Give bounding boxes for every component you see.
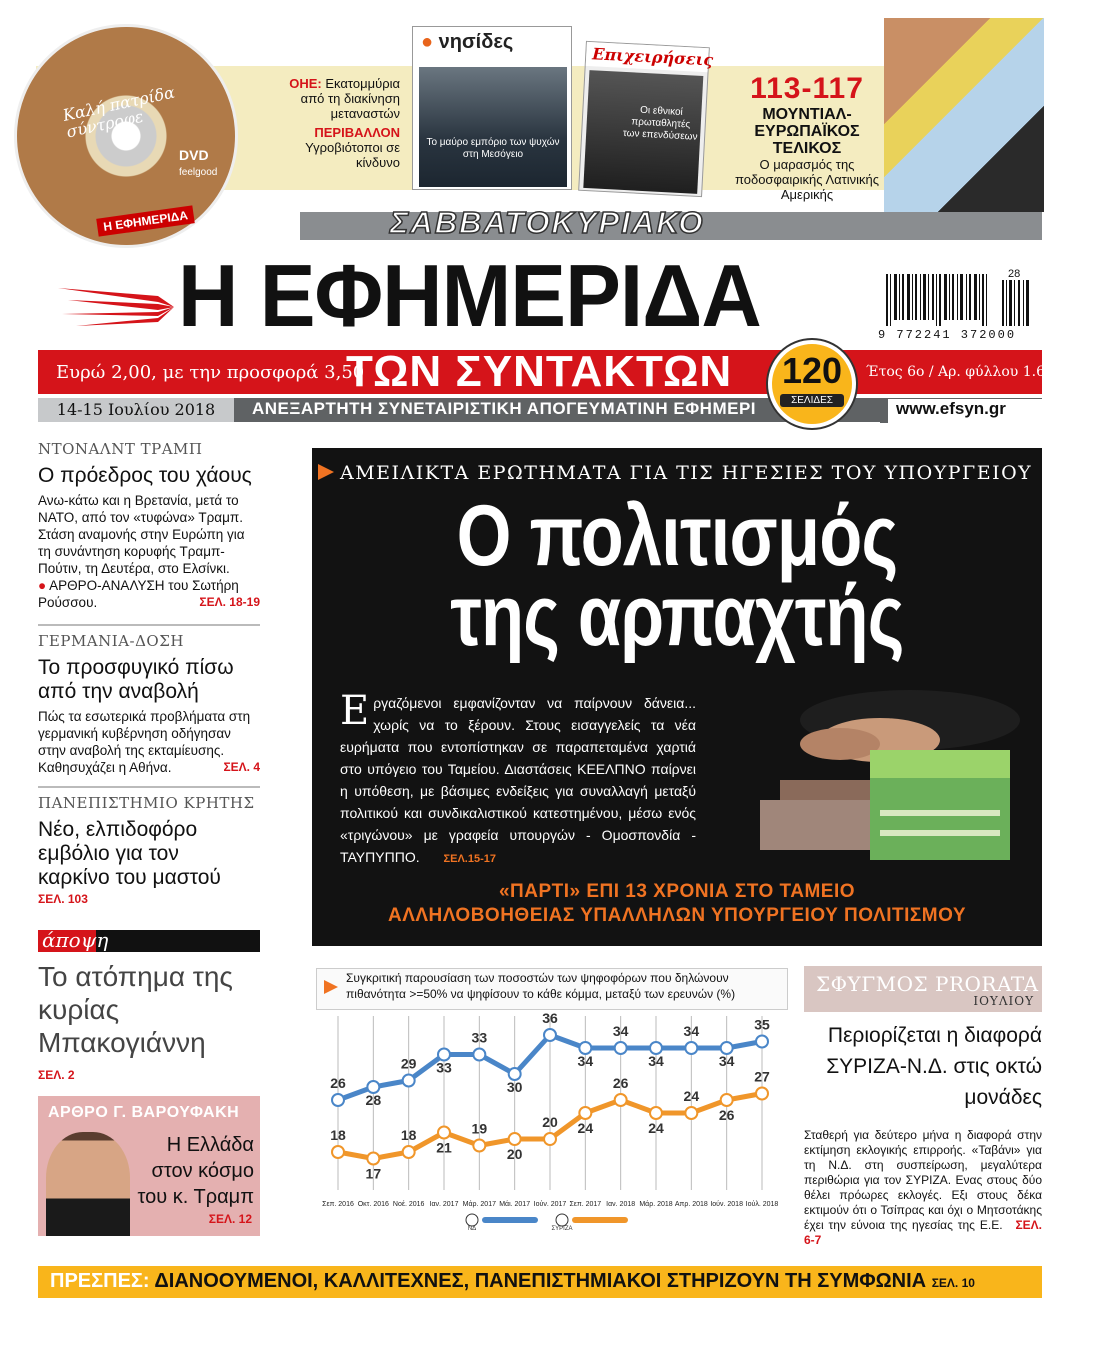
bottom-headline: ΔΙΑΝΟΟΥΜΕΝΟΙ, ΚΑΛΛΙΤΕΧΝΕΣ, ΠΑΝΕΠΙΣΤΗΜΙΑΚΟΙ ΣΤΗΡΙΖΟΥΝ ΤΗ ΣΥΜΦΩΝΙΑ (154, 1270, 927, 1292)
story-kicker: ΝΤΟΝΑΛΝΤ ΤΡΑΜΠ (38, 440, 203, 458)
lead-body-text: ργαζόμενοι εμφανίζονταν να παίρνουν δάνεια... χωρίς να το ξέρουν. Στους εισαγγελείς τα νέα ευρήματα που εντοπίστηκαν σε παραπεταμένα χαρτιά στο υπόγειο του Ταμείου. Διαστάσεις ΚΕΕΛΠΝΟ παίρνει η υπόθεση, με βάσιμες ενδείξεις για συναλλαγή μεταξύ πολιτικού και συνδικαλιστικού κατεστημένου, μέσω ενός «τριγώνου» με γραφεία υπουργών - Ομοσπονδία - ΤΑΥΠΥΠΠΟ. (340, 695, 696, 865)
teaser-text-un: Εκατομμύρια από τη διακίνηση μεταναστών (300, 76, 400, 121)
data-label: 24 (683, 1088, 700, 1104)
pages-label: ΣΕΛΙΔΕΣ (780, 394, 844, 407)
data-point (438, 1127, 450, 1139)
lead-dropcap: Ε (340, 688, 370, 734)
magazine-nisides-name: ● νησίδες (421, 31, 514, 53)
opinion-headline-text: Το ατόπημα της κυρίας Μπακογιάννη (38, 961, 233, 1058)
data-point (650, 1107, 662, 1119)
x-tick-label: Ιούλ. 2018 (745, 1201, 779, 1208)
lead-body (340, 688, 696, 870)
teaser-news[interactable] (272, 76, 400, 170)
prorata-month: ΙΟΥΛΙΟΥ (973, 994, 1034, 1008)
legend-party-logo-icon (556, 1214, 568, 1226)
prorata-body-text: Σταθερή για δεύτερο μήνα η διαφορά στην εκτίμηση εκλογικής επιρροής. «Ταβάνι» για τη Ν.Δ. στη συσπείρωση, μεγαλύτερα περιθώρια για τον ΣΥΡΙΖΑ. Ενας στους δύο θέλει πρόωρες εκλογές. Εξι στους δέκα εκτιμούν ότι ο Τσίπρας και όχι ο Μητσοτάκης έχει την εύνοια της ηγεσίας της Ε.Ε. (804, 1128, 1042, 1232)
story-ref: ΣΕΛ. 18-19 (199, 595, 260, 609)
teaser-text-env: Υγροβιότοποι σε κίνδυνο (305, 140, 400, 170)
data-label: 19 (471, 1120, 488, 1137)
teaser-sports[interactable] (722, 72, 892, 202)
x-tick-label: Ιαν. 2017 (429, 1201, 459, 1208)
data-point (544, 1029, 556, 1041)
football-players-photo (884, 18, 1044, 212)
pages-count: 120 (781, 350, 843, 391)
data-point (473, 1140, 485, 1152)
data-label: 26 (612, 1075, 629, 1091)
divider (38, 624, 260, 626)
x-tick-label: Οκτ. 2016 (357, 1201, 389, 1208)
dvd-disc[interactable] (14, 24, 238, 248)
data-label: 30 (506, 1079, 523, 1095)
story-kicker: ΓΕΡΜΑΝΙΑ-ΔΟΣΗ (38, 632, 184, 650)
x-tick-label: Νοέ. 2016 (392, 1201, 425, 1208)
magazine-nisides-caption: Το μαύρο εμπόριο των ψυχών στη Μεσόγειο (426, 137, 560, 160)
divider (38, 786, 260, 788)
sports-pages: 113-117 (750, 72, 864, 105)
data-point (403, 1075, 415, 1087)
data-point (544, 1133, 556, 1145)
data-label: 18 (400, 1127, 417, 1143)
article-ref: ΣΕΛ. 12 (208, 1212, 252, 1226)
x-tick-label: Σεπ. 2016 (322, 1201, 354, 1208)
issue-number: Έτος 6ο / Αρ. φύλλου 1.663 (866, 364, 1063, 380)
story-body: Ανω-κάτω και η Βρετανία, μετά το ΝΑΤΟ, από τον «τυφώνα» Τραμπ. Στάση αναμονής στην Ευρώπη για τη συνάντηση κορυφής Τραμπ-Πούτιν, τη Δευτέρα, στο Ελσίνκι. (38, 493, 245, 576)
money-stacks-image (720, 680, 1020, 880)
data-point (509, 1133, 521, 1145)
legend-swatch (572, 1217, 628, 1223)
pen-nibs-logo-icon (58, 282, 174, 332)
teaser-kicker-un: ΟΗΕ: (289, 76, 322, 91)
story-ref: ΣΕΛ. 4 (223, 760, 260, 774)
sports-title: ΜΟΥΝΤΙΑΛ- ΕΥΡΩΠΑΪΚΟΣ ΤΕΛΙΚΟΣ (754, 106, 860, 157)
story-germany[interactable] (38, 632, 260, 774)
lead-subheadline-line1: «ΠΑΡΤΙ» ΕΠΙ 13 ΧΡΟΝΙΑ ΣΤΟ ΤΑΜΕΙΟ (498, 881, 856, 902)
legend-party-logo-icon (466, 1214, 478, 1226)
x-tick-label: Μάι. 2017 (499, 1201, 531, 1208)
pages-badge (768, 340, 856, 428)
story-headline: Το προσφυγικό πίσω από την αναβολή (38, 656, 234, 703)
story-crete[interactable] (38, 794, 260, 906)
sports-text: Ο μαρασμός της ποδοσφαιρικής Λατινικής Αμερικής (734, 157, 880, 202)
prorata-label: ΣΦΥΓΜΟΣ PRORATA (816, 972, 1039, 996)
data-label: 29 (400, 1055, 417, 1072)
x-tick-label: Μάρ. 2017 (462, 1201, 496, 1208)
x-tick-label: Ιούν. 2018 (710, 1201, 743, 1208)
article-kicker: ΑΡΘΡΟ Γ. ΒΑΡΟΥΦΑΚΗ (48, 1104, 240, 1121)
prorata-headline[interactable]: Περιορίζεται η διαφορά ΣΥΡΙΖΑ-Ν.Δ. στις οκτώ μονάδες (826, 1024, 1042, 1109)
dvd-title: Καλή πατρίδα σύντροφε (61, 82, 177, 142)
story-note: ● ΑΡΘΡΟ-ΑΝΑΛΥΣΗ του Σωτήρη Ρούσσου. ΣΕΛ. 18-19 (38, 578, 260, 610)
data-point (579, 1107, 591, 1119)
lead-kicker: ΑΜΕΙΛΙΚΤΑ ΕΡΩΤΗΜΑΤΑ ΓΙΑ ΤΙΣ ΗΓΕΣΙΕΣ ΤΟΥ ΥΠΟΥΡΓΕΙΟΥ (340, 462, 1033, 484)
story-ref: ΣΕΛ. 103 (38, 892, 88, 906)
data-label: 35 (754, 1016, 770, 1033)
data-label: 20 (542, 1114, 558, 1130)
data-point (332, 1146, 344, 1158)
lead-subheadline-line2: ΑΛΛΗΛΟΒΟΗΘΕΙΑΣ ΥΠΑΛΛΗΛΩΝ ΥΠΟΥΡΓΕΙΟΥ ΠΟΛΙΤΙΣΜΟΥ (387, 905, 967, 926)
data-label: 34 (577, 1053, 594, 1069)
magazine-epixeiriseis-caption: Οι εθνικοί πρωταθλητές των επενδύσεων (622, 104, 698, 143)
bottom-label: ΠΡΕΣΠΕΣ: (50, 1270, 150, 1292)
data-point (685, 1042, 697, 1054)
x-tick-label: Μάρ. 2018 (639, 1201, 673, 1208)
barcode-bars-icon (878, 274, 1038, 326)
lead-subheadline (312, 880, 1042, 928)
weekend-label: ΣΑΒΒΑΤΟΚΥΡΙΑΚΟ (390, 205, 705, 240)
data-label: 24 (577, 1120, 594, 1136)
data-label: 33 (471, 1029, 488, 1046)
legend-label: ΝΔ (467, 1226, 477, 1232)
triangle-bullet-icon (318, 464, 334, 480)
chart-title: Συγκριτική παρουσίαση των ποσοστών των ψηφοφόρων που δηλώνουν πιθανότητα >=50% να ψηφίσουν το κάθε κόμμα, μεταξύ των ερευνών (%) (346, 971, 736, 1001)
story-headline: Ο πρόεδρος του χάους (38, 464, 252, 487)
data-point (473, 1049, 485, 1061)
magazine-nisides-image (419, 67, 567, 187)
data-point (721, 1094, 733, 1106)
masthead-title: Η ΕΦΗΜΕΡΙΔΑ (178, 246, 761, 345)
barcode-number: 9 772241 372000 (878, 328, 1017, 342)
dvd-brand: feelgood (179, 167, 218, 178)
data-point (756, 1088, 768, 1100)
lead-headline-line1: Ο πολιτισμός (456, 488, 898, 584)
x-tick-label: Απρ. 2018 (674, 1201, 708, 1208)
data-label: 34 (648, 1053, 664, 1069)
data-label: 33 (436, 1059, 452, 1076)
tagline: ΑΝΕΞΑΡΤΗΤΗ ΣΥΝΕΤΑΙΡΙΣΤΙΚΗ ΑΠΟΓΕΥΜΑΤΙΝΗ ΕΦΗΜΕΡΙ (252, 399, 757, 418)
barcode (878, 268, 1038, 346)
data-point (615, 1094, 627, 1106)
data-label: 34 (718, 1053, 735, 1069)
data-point (367, 1153, 379, 1165)
data-label: 17 (365, 1165, 382, 1182)
varoufakis-article[interactable] (38, 1096, 260, 1236)
data-label: 24 (648, 1120, 664, 1136)
story-body: Πώς τα εσωτερικά προβλήματα στη γερμανική κυβέρνηση οδήγησαν στην αναβολή της εκταμίευσης. Καθησυχάζει η Αθήνα. (38, 709, 251, 775)
website-link[interactable]: www.efsyn.gr (880, 399, 1042, 423)
barcode-issue: 28 (1008, 268, 1021, 280)
x-tick-label: Ιούν. 2017 (533, 1201, 567, 1208)
story-headline: Νέο, ελπιδοφόρο εμβόλιο για τον καρκίνο του μαστού (38, 818, 221, 889)
poll-line-chart (312, 1010, 792, 1232)
bottom-banner-text (50, 1270, 975, 1293)
dvd-format: DVD (179, 147, 209, 163)
teaser-kicker-env: ΠΕΡΙΒΑΛΛΟΝ (314, 125, 400, 140)
author-photo (46, 1132, 130, 1236)
data-point (403, 1146, 415, 1158)
dvd-paper: Η ΕΦΗΜΕΡΙΔΑ (96, 205, 195, 236)
opinion-headline[interactable] (38, 960, 260, 1092)
opinion-ref: ΣΕΛ. 2 (38, 1068, 75, 1082)
data-label: 27 (754, 1068, 770, 1085)
lead-headline (378, 488, 977, 664)
prorata-ref: ΣΕΛ. 6-7 (804, 1218, 1042, 1247)
issue-date: 14-15 Ιουλίου 2018 (38, 398, 234, 422)
data-label: 34 (683, 1023, 700, 1039)
data-label: 36 (542, 1010, 558, 1026)
bottom-ref: ΣΕΛ. 10 (931, 1276, 975, 1290)
magazine-epixeiriseis-name: Επιχειρήσεις (586, 42, 709, 72)
story-trump[interactable] (38, 440, 260, 611)
x-tick-label: Σεπ. 2017 (569, 1201, 602, 1208)
article-headline: Η Ελλάδα στον κόσμο του κ. Τραμπ (137, 1134, 254, 1208)
legend-swatch (482, 1217, 538, 1223)
data-point (685, 1107, 697, 1119)
data-label: 34 (612, 1023, 629, 1039)
story-kicker: ΠΑΝΕΠΙΣΤΗΜΙΟ ΚΡΗΤΗΣ (38, 794, 255, 812)
prorata-body (804, 1128, 1042, 1248)
legend-label: ΣΥΡΙΖΑ (551, 1226, 573, 1232)
data-label: 28 (365, 1092, 382, 1108)
data-point (756, 1036, 768, 1048)
lead-ref: ΣΕΛ.15-17 (443, 853, 496, 865)
magazine-nisides[interactable] (412, 26, 572, 190)
magazine-epixeiriseis[interactable] (578, 41, 714, 197)
x-tick-label: Ιαν. 2018 (606, 1201, 636, 1208)
data-label: 20 (506, 1146, 523, 1162)
data-label: 26 (718, 1107, 735, 1123)
data-point (332, 1094, 344, 1106)
data-label: 21 (436, 1139, 452, 1156)
triangle-bullet-icon (324, 980, 338, 994)
opinion-label: άποψη (38, 930, 96, 952)
data-label: 26 (330, 1075, 346, 1091)
prorata-box (804, 966, 1042, 1012)
masthead-subtitle: ΤΩΝ ΣΥΝΤΑΚΤΩΝ (346, 347, 733, 396)
price: Ευρώ 2,00, με την προσφορά 3,50 (56, 362, 365, 383)
lead-headline-line2: της αρπαχτής (450, 568, 904, 664)
data-label: 18 (330, 1127, 346, 1143)
data-point (615, 1042, 627, 1054)
